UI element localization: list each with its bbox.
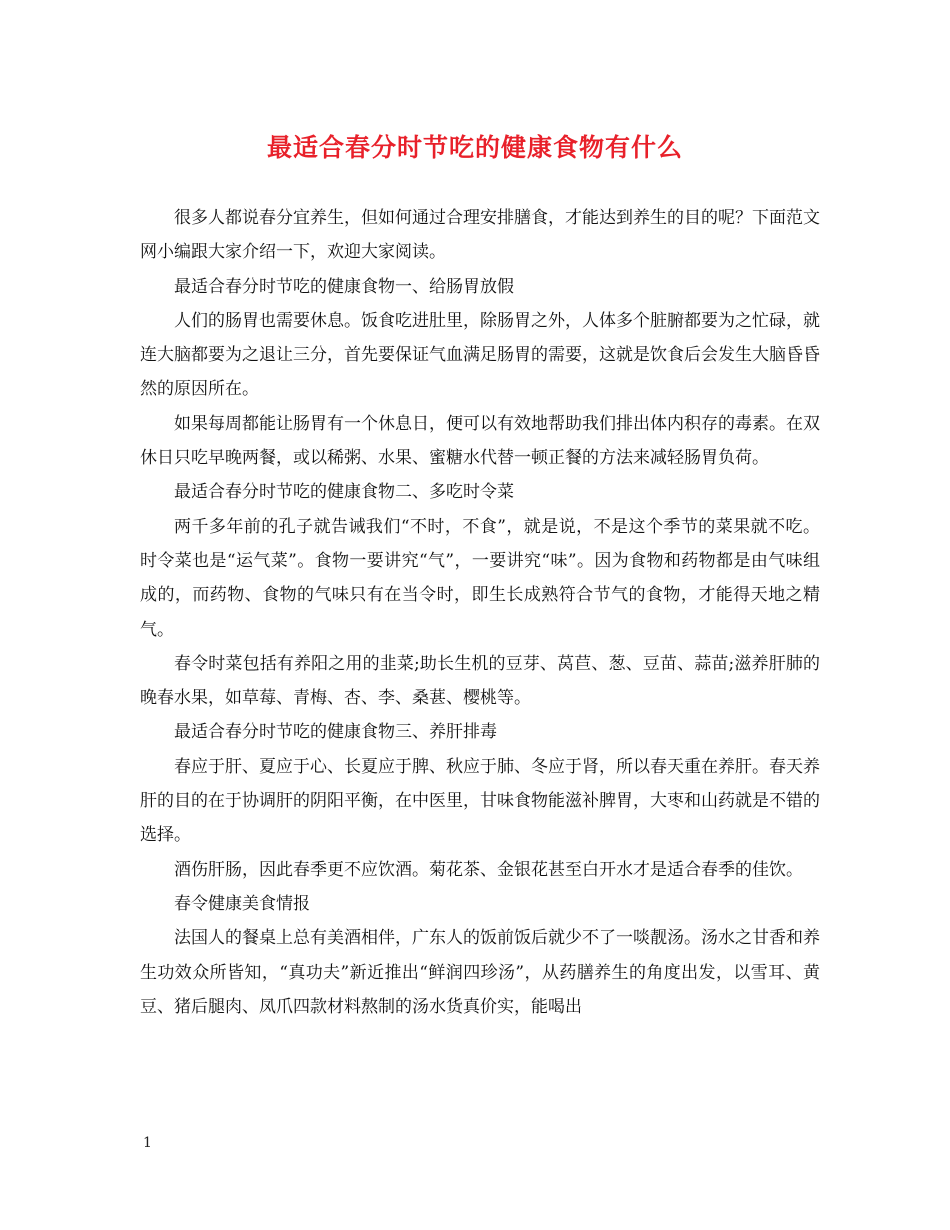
section-heading-4: 春令健康美食情报 [174,893,310,914]
paragraph: 如果每周都能让肠胃有一个休息日，便可以有效地帮助我们排出体内积存的毒素。在双休日只吃早晚两餐，或以稀粥、水果、蜜糖水代替一顿正餐的方法来减轻肠胃负荷。 [140,413,820,469]
document-title: 最适合春分时节吃的健康食物有什么 [266,133,683,162]
paragraph-intro: 很多人都说春分宜养生，但如何通过合理安排膳食，才能达到养生的目的呢？下面范文网小编跟大家介绍一下，欢迎大家阅读。 [140,208,820,263]
section-heading-2: 最适合春分时节吃的健康食物二、多吃时令菜 [174,482,514,503]
paragraph: 人们的肠胃也需要休息。饭食吃进肚里，除肠胃之外，人体多个脏腑都要为之忙碌，就连大脑都要为之退让三分，首先要保证气血满足肠胃的需要，这就是饮食后会发生大脑昏昏然的原因所在。 [140,310,820,400]
paragraph: 春应于肝、夏应于心、长夏应于脾、秋应于肺、冬应于肾，所以春天重在养肝。春天养肝的目的在于协调肝的阴阳平衡，在中医里，甘味食物能滋补脾胃，大枣和山药就是不错的选择。 [140,756,820,846]
paragraph: 法国人的餐桌上总有美酒相伴，广东人的饭前饭后就少不了一啖靓汤。汤水之甘香和养生功效众所皆知，“真功夫”新近推出“鲜润四珍汤”，从药膳养生的角度出发，以雪耳、黄豆、猪后腿肉、凤爪四款材料熬制的汤水货真价实，能喝出 [140,928,820,1017]
page-number: 1 [143,1135,152,1151]
paragraph: 酒伤肝肠，因此春季更不应饮酒。菊花茶、金银花甚至白开水才是适合春季的佳饮。 [174,859,803,880]
document-body [140,201,820,1024]
paragraph: 两千多年前的孔子就告诫我们“不时，不食”，就是说，不是这个季节的菜果就不吃。时令菜也是“运气菜”。食物一要讲究“气”，一要讲究“味”。因为食物和药物都是由气味组成的，而药物、食物的气味只有在当令时，即生长成熟符合节气的食物，才能得天地之精气。 [140,516,820,640]
section-heading-1: 最适合春分时节吃的健康食物一、给肠胃放假 [174,276,514,297]
paragraph: 春令时菜包括有养阳之用的韭菜;助长生机的豆芽、莴苣、葱、豆苗、蒜苗;滋养肝肺的晚春水果，如草莓、青梅、杏、李、桑葚、樱桃等。 [140,653,820,709]
section-heading-3: 最适合春分时节吃的健康食物三、养肝排毒 [174,722,497,743]
